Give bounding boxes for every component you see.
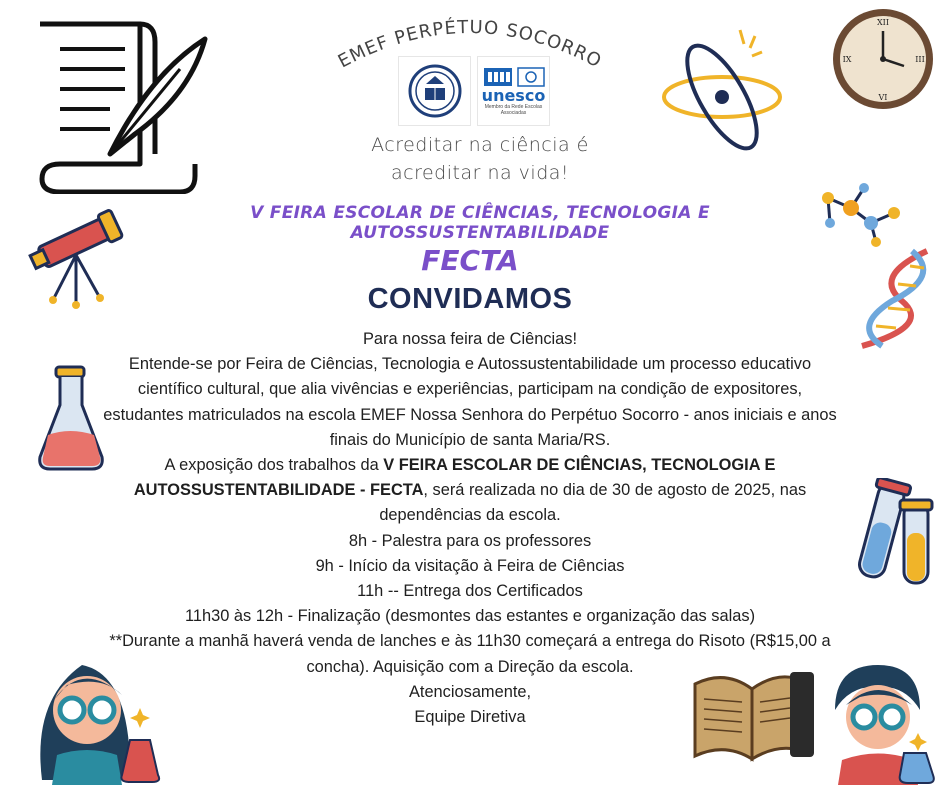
svg-text:III: III <box>915 55 925 64</box>
logo-strip <box>398 56 550 126</box>
exhibition-paragraph: A exposição dos trabalhos da V FEIRA ESCOLAR DE CIÊNCIAS, TECNOLOGIA E AUTOSSUSTENTABILIDADE - FECTA, será realizada no dia de 30 de agosto de 2025, nas dependências da escola. <box>133 456 807 525</box>
schedule-item: 8h - Palestra para os professores <box>348 531 592 550</box>
scroll-quill-icon <box>30 14 215 194</box>
signature: Equipe Diretiva <box>414 708 526 727</box>
unesco-subtitle: Membro da Rede Escolas Associadas <box>484 104 543 116</box>
flask-icon <box>34 365 109 473</box>
motto-line-2: acreditar na vida! <box>390 162 570 184</box>
dna-icon <box>852 246 938 351</box>
closing: Atenciosamente, <box>408 682 532 701</box>
schedule-item: 11h30 às 12h - Finalização (desmontes das estantes e organização das salas) <box>184 607 756 626</box>
unesco-logo <box>477 56 550 126</box>
old-book-icon <box>690 664 820 764</box>
fair-name-bold: V FEIRA ESCOLAR DE CIÊNCIAS, TECNOLOGIA E AUTOSSUSTENTABILIDADE - FECTA <box>133 456 776 500</box>
intro-line: Para nossa feira de Ciências! <box>362 330 578 348</box>
svg-text:EMEF PERPÉTUO SOCORRO: EMEF PERPÉTUO SOCORRO <box>334 16 606 73</box>
schedule-item: 11h -- Entrega dos Certificados <box>357 582 583 601</box>
fair-title: V FEIRA ESCOLAR DE CIÊNCIAS, TECNOLOGIA E AUTOSSUSTENTABILIDADE <box>250 203 710 243</box>
svg-text:XII: XII <box>876 18 890 27</box>
svg-text:IX: IX <box>842 55 852 64</box>
unesco-wordmark: unesco <box>481 86 546 105</box>
lunch-note: **Durante a manhã haverá venda de lanches e às 11h30 começará a entrega do Risoto (R$15,00 a concha). Aquisição com a Direção da escola. <box>109 632 831 676</box>
telescope-icon <box>28 200 128 310</box>
invite-heading: CONVIDAMOS <box>367 283 573 315</box>
svg-text:VI: VI <box>878 93 888 102</box>
motto <box>330 131 630 187</box>
atom-icon <box>660 22 790 157</box>
molecule-icon <box>816 178 911 248</box>
girl-scientist-icon <box>22 640 162 785</box>
test-tubes-icon <box>852 478 937 588</box>
description-paragraph: Entende-se por Feira de Ciências, Tecnologia e Autossustentabilidade um processo educativo científico cultural, que alia vivências e experiências, participam na condição de expositores, estudantes matriculados na escola EMEF Nossa Senhora do Perpétuo Socorro - anos iniciais e anos finais do Município de santa Maria/RS. <box>103 355 837 449</box>
schedule-item: 9h - Início da visitação à Feira de Ciências <box>315 556 625 575</box>
school-crest-logo <box>398 56 471 126</box>
motto-line-1: Acreditar na ciência é <box>371 134 589 156</box>
clock-icon <box>830 6 936 112</box>
fair-acronym: FECTA <box>421 244 519 277</box>
boy-scientist-icon <box>820 655 938 785</box>
